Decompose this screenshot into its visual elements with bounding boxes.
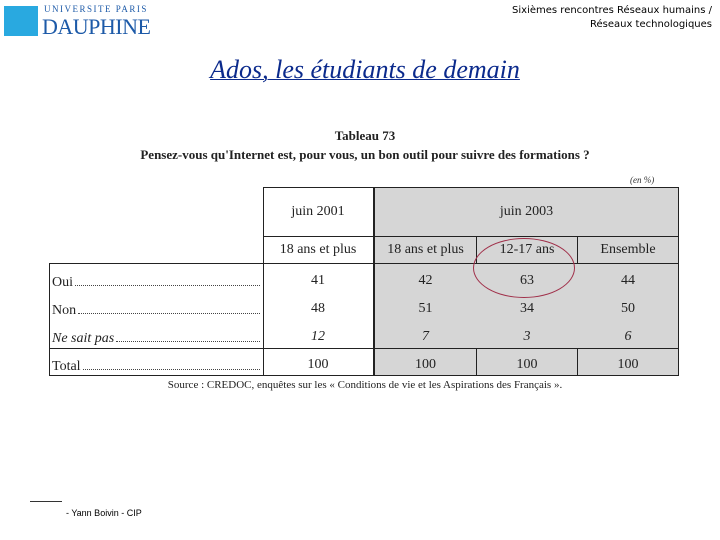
table-unit: (en %) (630, 175, 655, 185)
dotted-leader (75, 272, 260, 286)
dolphin-logo-icon (4, 6, 38, 36)
table-cell: 12 (311, 329, 325, 344)
conference-line-2: Réseaux technologiques (589, 19, 712, 30)
table-question: Pensez-vous qu'Internet est, pour vous, un bon outil pour suivre des formations ? (140, 147, 590, 162)
highlight-circle (473, 238, 575, 298)
table-cell: 100 (516, 357, 538, 372)
column-header: Ensemble (600, 242, 656, 257)
logo-text-main: DAUPHINE (42, 14, 151, 39)
table-caption: Tableau 73 (334, 128, 396, 143)
column-header: 18 ans et plus (279, 242, 357, 257)
table-cell: 6 (624, 329, 632, 344)
table-cell: 63 (520, 273, 534, 288)
table-cell: 44 (621, 273, 635, 288)
table-cell: 3 (523, 329, 531, 344)
row-label-text: Non (52, 303, 77, 318)
table-cell: 51 (418, 301, 433, 316)
row-label (52, 328, 260, 346)
table-cell: 41 (311, 273, 325, 288)
row-label-text: Oui (52, 275, 73, 290)
table-cell: 7 (422, 329, 429, 344)
row-label (52, 272, 260, 290)
footer-divider (30, 501, 62, 502)
footer-author: - Yann Boivin - CIP (66, 508, 142, 518)
table-cell: 100 (617, 357, 639, 372)
slide-title: Ados, les étudiants de demain (210, 55, 520, 84)
table-cell: 100 (307, 357, 329, 372)
logo-text-top: UNIVERSITE PARIS (44, 4, 148, 14)
table-cell: 48 (311, 301, 325, 316)
row-label-text: Total (52, 359, 81, 374)
dotted-leader (78, 300, 260, 314)
column-header: 12-17 ans (499, 242, 555, 257)
column-header: 18 ans et plus (387, 242, 464, 257)
conference-title (512, 4, 712, 32)
table-cell: 42 (418, 273, 433, 288)
row-label (52, 300, 260, 318)
table-cell: 50 (621, 301, 635, 316)
dotted-leader (116, 328, 260, 342)
row-label (52, 356, 260, 374)
university-logo (4, 4, 156, 38)
group-header-2001: juin 2001 (291, 204, 345, 219)
group-header-2003: juin 2003 (499, 204, 554, 219)
row-label-text: Ne sait pas (52, 331, 115, 346)
table-source: Source : CREDOC, enquêtes sur les « Conditions de vie et les Aspirations des Français ». (167, 379, 563, 391)
dotted-leader (83, 356, 260, 370)
table-cell: 100 (415, 357, 436, 372)
table-cell: 34 (520, 301, 534, 316)
conference-line-1: Sixièmes rencontres Réseaux humains / (512, 5, 712, 16)
